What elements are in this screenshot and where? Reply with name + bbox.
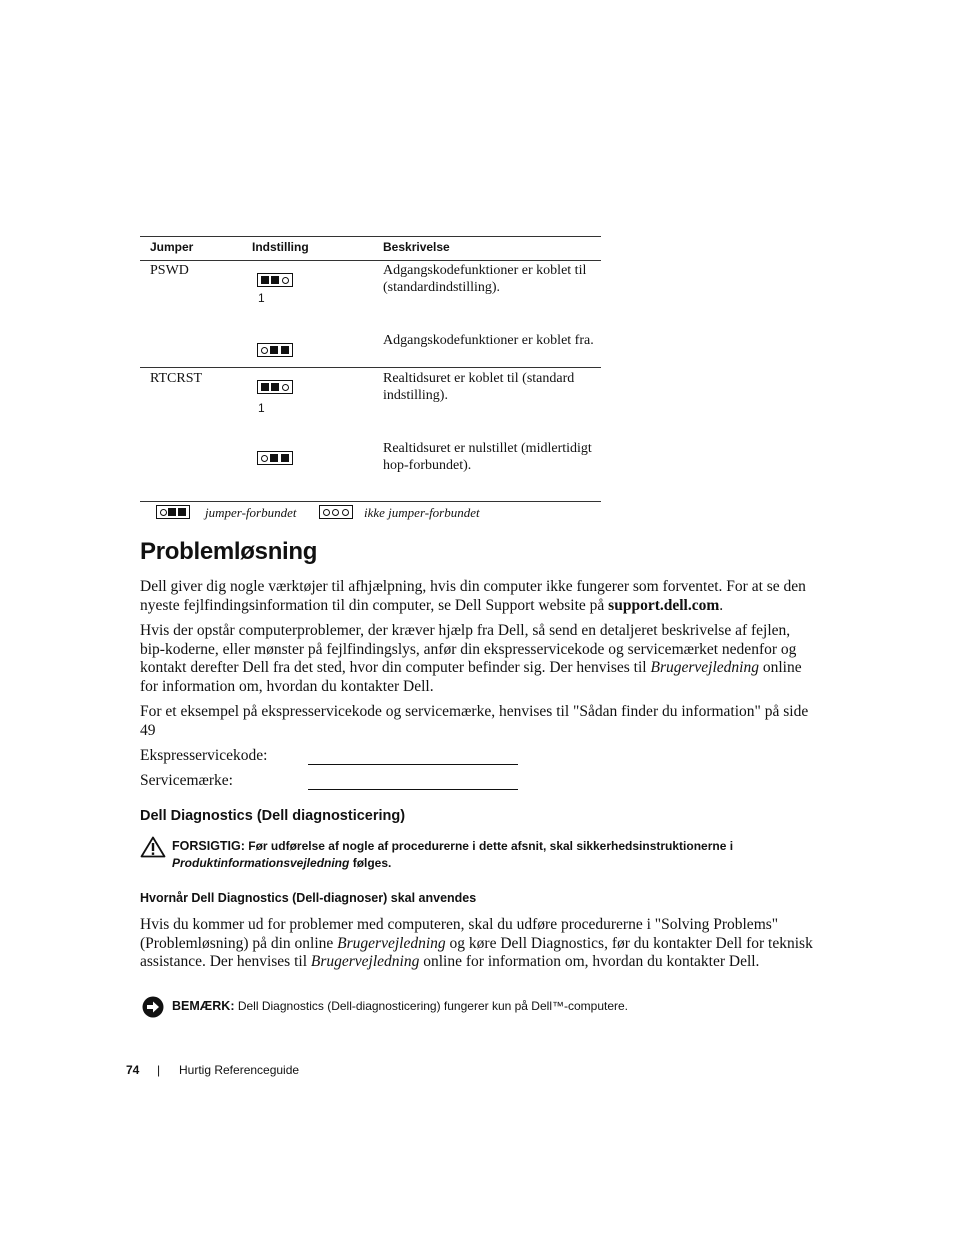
express-service-code-line[interactable] — [308, 764, 518, 765]
diagnostics-paragraph: Hvis du kommer ud for problemer med computeren, skal du udføre procedurerne i "Solving Problems" (Problemløsning) på din online Brugervejledning og køre Dell Diagnostics, før du kontakter Dell for teknisk assistance. Der henvises til Brugervejledning online for information om, hvordan du kontakter Dell. — [140, 916, 813, 971]
jumper-name-rtcrst: RTCRST — [150, 371, 203, 386]
express-service-code-label: Ekspresservicekode: — [140, 747, 268, 764]
table-top-rule — [140, 236, 601, 237]
pswd-desc-on: Adgangskodefunktioner er koblet til (standardindstilling). — [383, 263, 587, 295]
table-bottom-rule — [140, 501, 601, 502]
col-header-description: Beskrivelse — [383, 240, 450, 254]
legend-jumpered-label: jumper-forbundet — [205, 505, 297, 520]
caution-warning-icon — [140, 836, 166, 858]
jumper-name-pswd: PSWD — [150, 263, 189, 278]
diagnostics-title: Dell Diagnostics (Dell diagnosticering) — [140, 808, 406, 824]
col-header-setting: Indstilling — [252, 240, 309, 254]
support-link[interactable]: support.dell.com — [608, 596, 720, 614]
footer-separator: | — [157, 1063, 161, 1077]
problem-paragraph: Hvis der opstår computerproblemer, der kræver hjælp fra Dell, så send en detaljeret beskrivelse af fejlen, bip-koderne, eller mønster på fejlfindingslys, anfør din ekspresservicekode og servicemærket nedenfor og kontakt derefter Dell fra det sted, hvor din computer befinder sig. Der henvises til Brugervejledning online for information om, hvordan du kontakter Dell. — [140, 622, 802, 695]
diagnostics-subtitle: Hvornår Dell Diagnostics (Dell-diagnoser) skal anvendes — [140, 891, 477, 905]
jumper-icon-jumpered-left — [257, 380, 293, 394]
table-row-rule — [140, 367, 601, 368]
note-arrow-icon — [142, 996, 164, 1018]
jumper-icon-jumpered-right — [257, 451, 293, 465]
service-tag-label: Servicemærke: — [140, 772, 233, 789]
pin-one-label: 1 — [258, 401, 265, 415]
page-number: 74 — [126, 1063, 140, 1077]
example-paragraph: For et eksempel på ekspresservicekode og servicemærke, henvises til "Sådan finder du information" på side 49 — [140, 703, 809, 739]
col-header-jumper: Jumper — [150, 240, 194, 254]
caution-text: FORSIGTIG: Før udførelse af nogle af procedurerne i dette afsnit, skal sikkerhedsinstruktionerne i Produktinformationsvejledning følges. — [172, 839, 734, 870]
jumper-icon-jumpered-right — [257, 343, 293, 357]
rtcrst-desc-reset: Realtidsuret er nulstillet (midlertidigt hop-forbundet). — [383, 441, 592, 473]
legend-unjumpered-icon — [319, 505, 353, 519]
legend-jumpered-icon — [156, 505, 190, 519]
table-header-rule — [140, 260, 601, 261]
service-tag-line[interactable] — [308, 789, 518, 790]
footer-title: Hurtig Referenceguide — [179, 1063, 300, 1077]
note-text: BEMÆRK: Dell Diagnostics (Dell-diagnosticering) fungerer kun på Dell™-computere. — [172, 999, 629, 1013]
pin-one-label: 1 — [258, 291, 265, 305]
section-title: Problemløsning — [140, 538, 318, 565]
rtcrst-desc-on: Realtidsuret er koblet til (standard indstilling). — [383, 371, 575, 403]
intro-paragraph: Dell giver dig nogle værktøjer til afhjælpning, hvis din computer ikke fungerer som forventet. For at se den nyeste fejlfindingsinformation til din computer, se Dell Support website på support.dell.com. — [140, 578, 806, 614]
legend-unjumpered-label: ikke jumper-forbundet — [364, 505, 480, 520]
jumper-icon-jumpered-left — [257, 273, 293, 287]
pswd-desc-off: Adgangskodefunktioner er koblet fra. — [383, 333, 594, 348]
